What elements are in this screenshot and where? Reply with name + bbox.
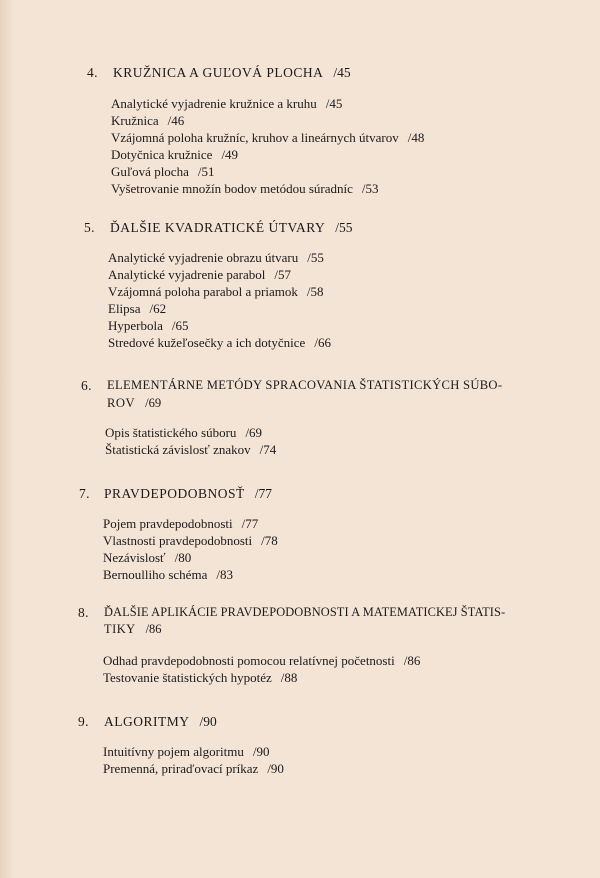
toc-item-text: Analytické vyjadrenie kružnice a kruhu xyxy=(111,96,317,111)
chapter-title-continuation xyxy=(104,622,161,637)
toc-item-text: Štatistická závislosť znakov xyxy=(105,442,251,457)
toc-item[interactable] xyxy=(105,424,276,441)
chapter-6-items xyxy=(105,424,276,458)
toc-item-text: Bernoulliho schéma xyxy=(103,567,208,582)
toc-item[interactable] xyxy=(103,743,284,760)
toc-item-text: Vzájomná poloha parabol a priamok xyxy=(108,284,298,299)
chapter-9-items xyxy=(103,743,284,777)
chapter-title[interactable] xyxy=(104,485,272,502)
toc-item-page: /86 xyxy=(403,653,421,668)
chapter-page: /86 xyxy=(145,622,162,636)
chapter-number: 6. xyxy=(81,378,92,393)
toc-item-page: /65 xyxy=(171,318,189,333)
chapter-title[interactable] xyxy=(113,64,351,81)
toc-item-text: Analytické vyjadrenie obrazu útvaru xyxy=(108,250,299,265)
toc-item-text: Nezávislosť xyxy=(103,550,166,565)
toc-item-page: /53 xyxy=(361,181,379,196)
toc-item[interactable] xyxy=(111,112,424,129)
page-edge-shadow xyxy=(0,0,14,878)
toc-item-page: /88 xyxy=(280,670,298,685)
chapter-title[interactable]: ĎALŠIE APLIKÁCIE PRAVDEPODOBNOSTI A MATEMATICKEJ ŠTATIS- xyxy=(104,605,506,619)
chapter-title-text: KRUŽNICA A GUĽOVÁ PLOCHA xyxy=(113,65,324,80)
toc-item-page: /74 xyxy=(259,442,277,457)
chapter-number: 7. xyxy=(79,486,90,501)
chapter-title[interactable]: ELEMENTÁRNE METÓDY SPRACOVANIA ŠTATISTICKÝCH SÚBO- xyxy=(107,378,503,392)
toc-item[interactable] xyxy=(103,652,420,669)
chapter-number: 8. xyxy=(78,605,89,620)
chapter-title-text: TIKY xyxy=(104,622,136,636)
toc-item[interactable] xyxy=(103,760,284,777)
chapter-5-items xyxy=(108,249,331,351)
toc-item-page: /78 xyxy=(261,533,278,548)
toc-item-text: Kružnica xyxy=(111,113,159,128)
toc-item[interactable] xyxy=(108,300,331,317)
toc-item[interactable] xyxy=(108,283,331,300)
chapter-title[interactable] xyxy=(110,219,353,236)
toc-item[interactable] xyxy=(103,566,278,583)
chapter-page: /45 xyxy=(333,65,351,80)
toc-item-page: /48 xyxy=(407,130,425,145)
toc-item[interactable] xyxy=(108,334,331,351)
toc-item[interactable] xyxy=(111,163,424,180)
chapter-title-text: ĎALŠIE KVADRATICKÉ ÚTVARY xyxy=(110,220,326,235)
toc-item-text: Opis štatistického súboru xyxy=(105,425,237,440)
toc-item[interactable] xyxy=(103,515,278,532)
toc-item-page: /45 xyxy=(325,96,343,111)
toc-item-text: Analytické vyjadrenie parabol xyxy=(108,267,266,282)
toc-item-page: /80 xyxy=(174,550,192,565)
toc-item-page: /57 xyxy=(274,267,292,282)
toc-item[interactable] xyxy=(108,249,331,266)
toc-item-page: /90 xyxy=(252,744,270,759)
chapter-4-items xyxy=(111,95,424,197)
toc-item-text: Vyšetrovanie množín bodov metódou súradníc xyxy=(111,181,353,196)
toc-item[interactable] xyxy=(103,532,278,549)
toc-item-page: /58 xyxy=(306,284,324,299)
chapter-page: /90 xyxy=(199,714,217,729)
toc-item-page: /51 xyxy=(197,164,215,179)
chapter-title[interactable] xyxy=(104,713,217,730)
toc-item[interactable] xyxy=(111,95,424,112)
toc-item-text: Dotyčnica kružnice xyxy=(111,147,213,162)
toc-item-text: Hyperbola xyxy=(108,318,163,333)
toc-item-text: Vzájomná poloha kružníc, kruhov a lineárnych útvarov xyxy=(111,130,399,145)
chapter-number: 5. xyxy=(84,220,95,235)
chapter-number: 9. xyxy=(78,714,89,729)
toc-item-text: Odhad pravdepodobnosti pomocou relatívnej početnosti xyxy=(103,653,395,668)
toc-item[interactable] xyxy=(108,317,331,334)
toc-item[interactable] xyxy=(108,266,331,283)
toc-item-page: /83 xyxy=(216,567,233,582)
chapter-title-text: PRAVDEPODOBNOSŤ xyxy=(104,486,245,501)
toc-item-text: Vlastnosti pravdepodobnosti xyxy=(103,533,253,548)
toc-item-page: /90 xyxy=(267,761,284,776)
toc-item-page: /46 xyxy=(167,113,185,128)
toc-item-text: Intuitívny pojem algoritmu xyxy=(103,744,244,759)
toc-item-text: Elipsa xyxy=(108,301,141,316)
toc-item[interactable] xyxy=(111,129,424,146)
chapter-title-text: ROV xyxy=(107,396,136,410)
chapter-page: /69 xyxy=(145,396,162,410)
chapter-page: /77 xyxy=(254,486,273,501)
chapter-7-items xyxy=(103,515,278,583)
toc-item[interactable] xyxy=(111,146,424,163)
chapter-number: 4. xyxy=(87,65,98,80)
toc-item-page: /77 xyxy=(241,516,259,531)
toc-item-page: /55 xyxy=(307,250,324,265)
toc-item-text: Pojem pravdepodobnosti xyxy=(103,516,233,531)
toc-item-page: /66 xyxy=(314,335,331,350)
toc-item[interactable] xyxy=(103,549,278,566)
toc-item-page: /69 xyxy=(245,425,263,440)
chapter-page: /55 xyxy=(335,220,353,235)
chapter-title-continuation xyxy=(107,396,161,411)
toc-item-text: Guľová plocha xyxy=(111,164,189,179)
toc-item-text: Stredové kužeľosečky a ich dotyčnice xyxy=(108,335,306,350)
toc-item-text: Testovanie štatistických hypotéz xyxy=(103,670,272,685)
chapter-8-items xyxy=(103,652,420,686)
toc-item-text: Premenná, priraďovací príkaz xyxy=(103,761,259,776)
toc-item[interactable] xyxy=(111,180,424,197)
toc-item-page: /62 xyxy=(149,301,167,316)
toc-item[interactable] xyxy=(103,669,420,686)
toc-item[interactable] xyxy=(105,441,276,458)
chapter-title-text: ALGORITMY xyxy=(104,714,190,729)
toc-item-page: /49 xyxy=(221,147,239,162)
